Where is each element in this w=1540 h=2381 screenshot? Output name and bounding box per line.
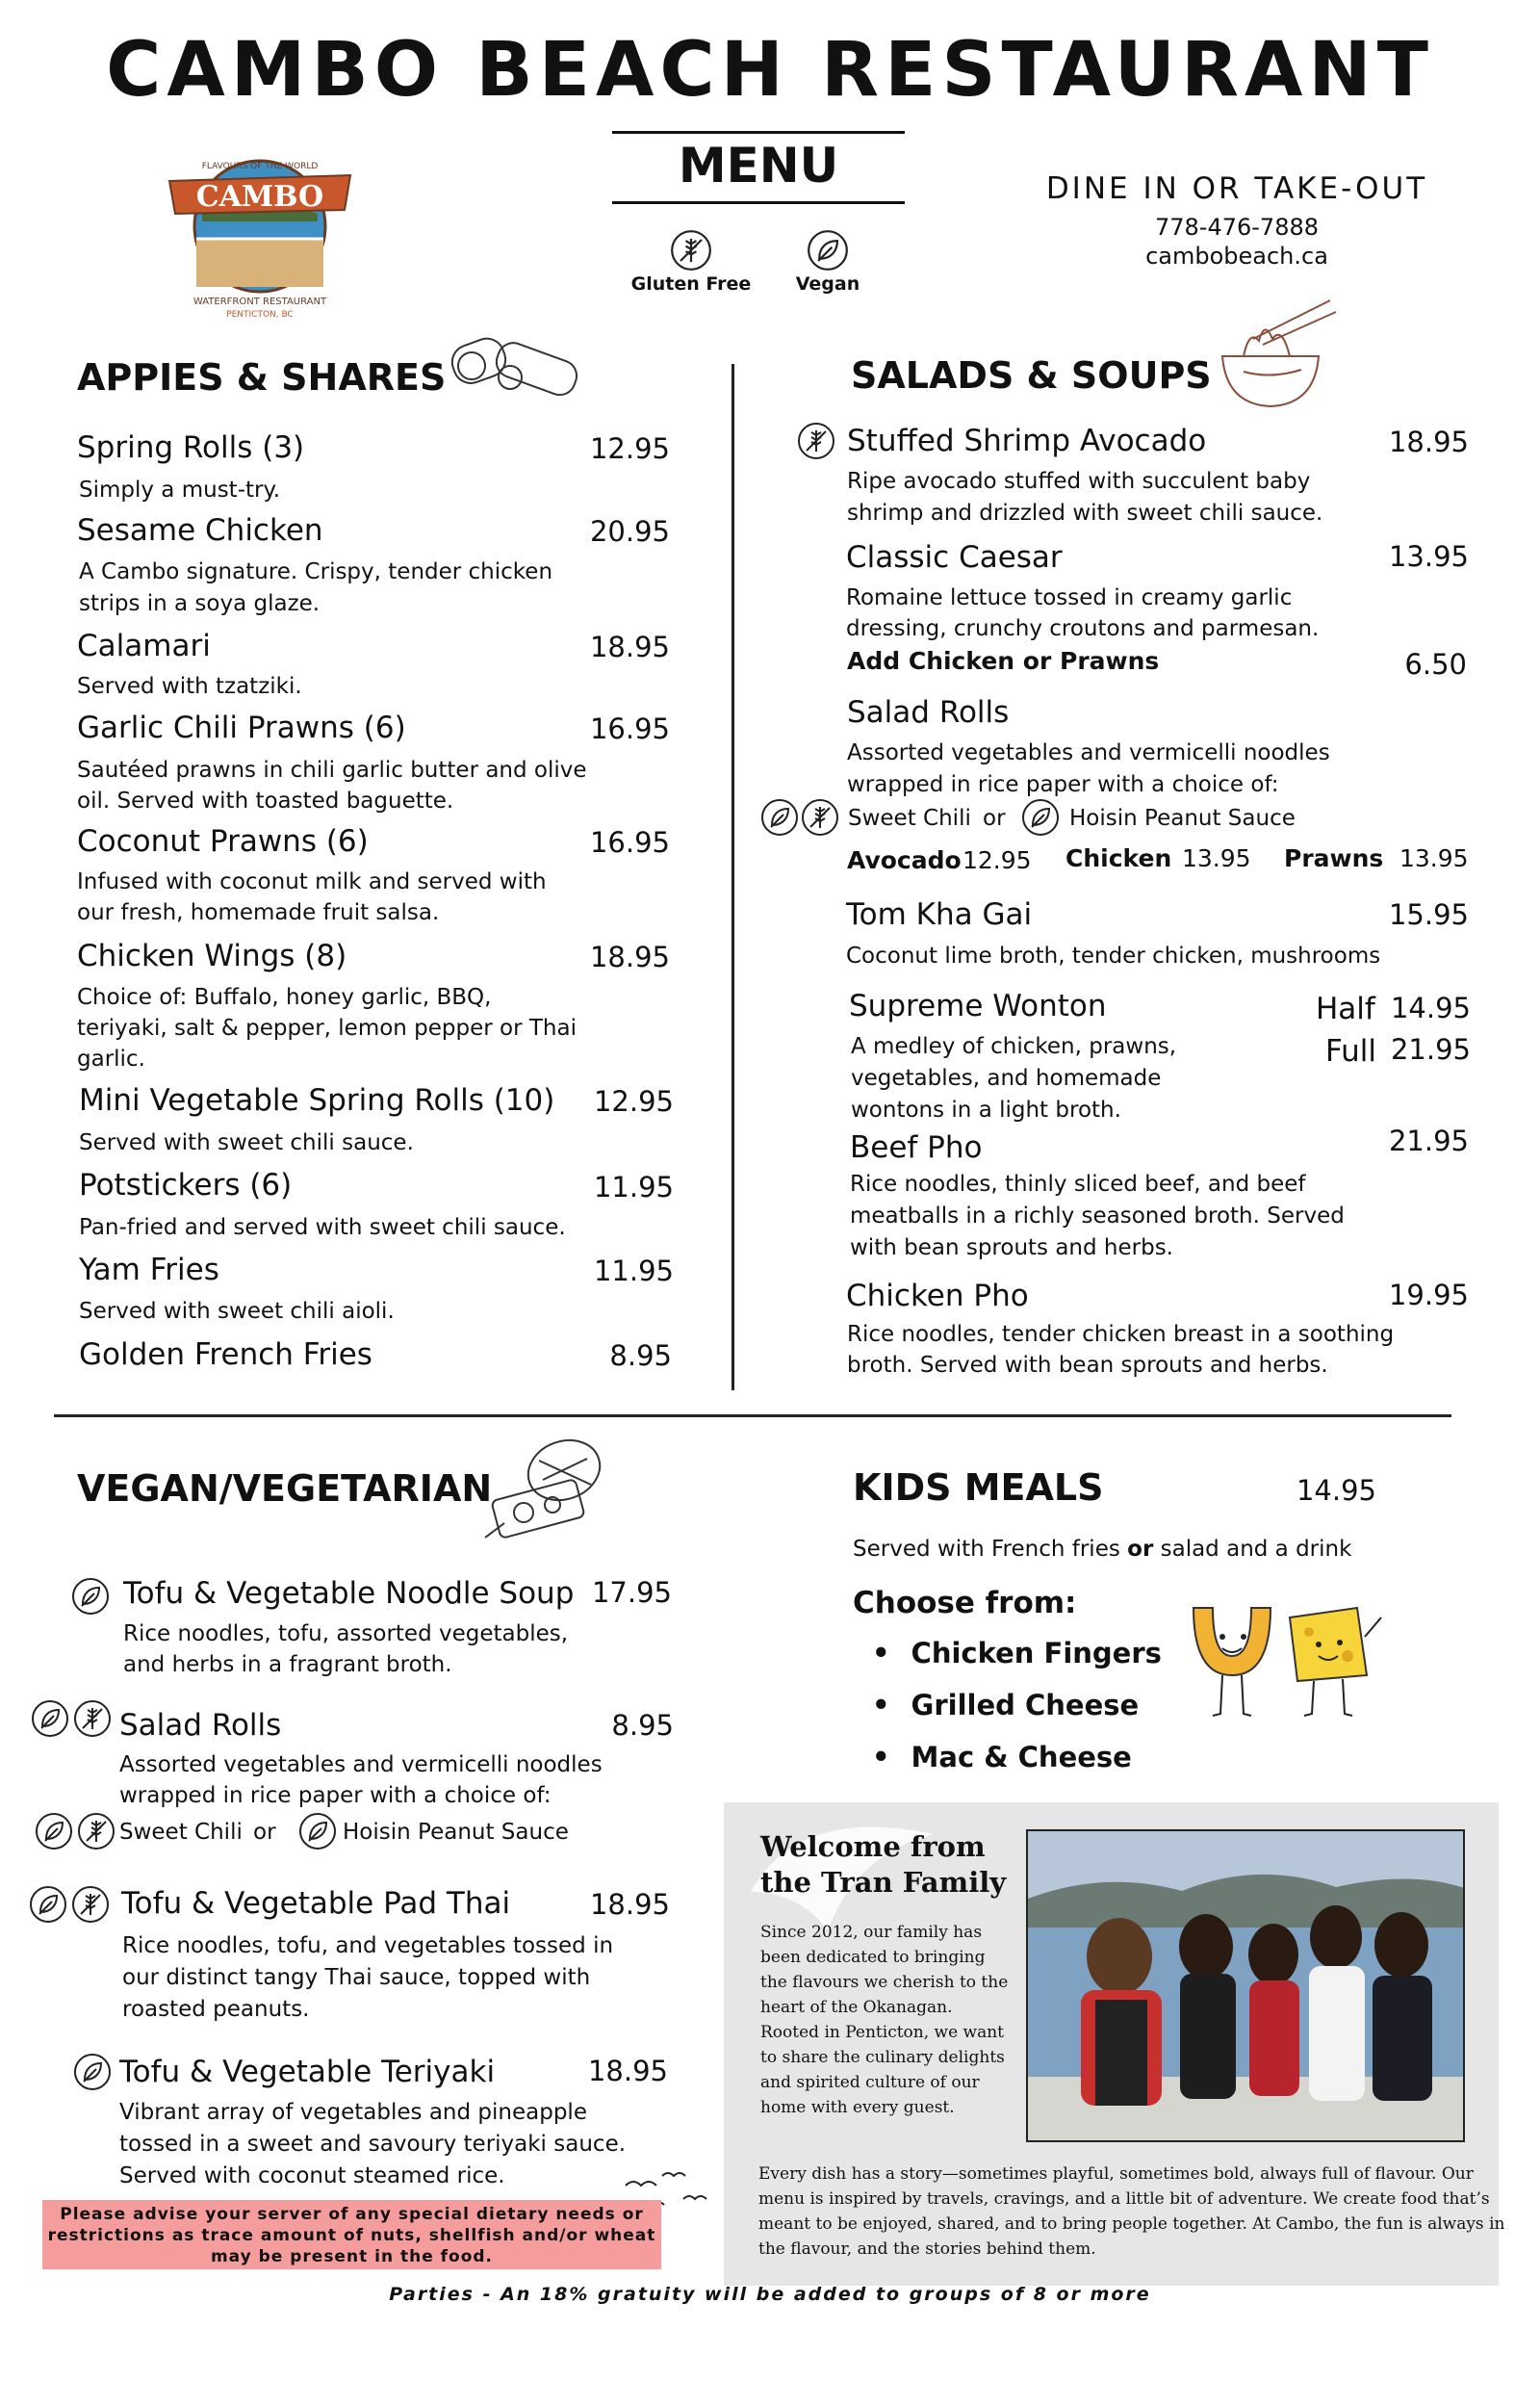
portion-price: 21.95 (1390, 1033, 1471, 1066)
welcome-body-line: heart of the Okanagan. (760, 1998, 953, 2017)
menu-item-desc: our distinct tangy Thai sauce, topped with (122, 1965, 591, 1990)
menu-item-price: 18.95 (587, 2055, 668, 2087)
menu-item-desc: shrimp and drizzled with sweet chili sauce. (847, 501, 1323, 526)
menu-item-price: 21.95 (1388, 1125, 1469, 1157)
vegan-icon (760, 798, 799, 841)
menu-item-desc: teriyaki, salt & pepper, lemon pepper or Thai (77, 1016, 577, 1041)
gluten-free-legend-icon (670, 229, 712, 275)
menu-item-desc: Vibrant array of vegetables and pineapple (119, 2100, 587, 2125)
menu-item-desc: and herbs in a fragrant broth. (123, 1652, 452, 1677)
or-label: or (983, 806, 1006, 831)
menu-item-price: 18.95 (589, 1888, 670, 1921)
menu-item-name: Coconut Prawns (6) (77, 824, 369, 859)
food-plate-sketch-icon (475, 1432, 620, 1551)
welcome-body-line: Rooted in Penticton, we want (760, 2023, 1005, 2042)
menu-item-desc: A medley of chicken, prawns, (851, 1034, 1177, 1059)
menu-item-desc: vegetables, and homemade (851, 1066, 1162, 1091)
menu-item-name: Classic Caesar (846, 540, 1063, 575)
menu-item-desc: Ripe avocado stuffed with succulent baby (847, 469, 1311, 494)
welcome-title (760, 1829, 1006, 1901)
notice-line: may be present in the food. (210, 2247, 494, 2266)
gluten-free-icon (797, 422, 835, 464)
menu-item-price: 20.95 (589, 515, 670, 548)
menu-item-desc: Assorted vegetables and vermicelli noodles (119, 1752, 603, 1777)
dine-in-label: DINE IN OR TAKE-OUT (1045, 171, 1428, 206)
menu-item-desc: roasted peanuts. (122, 1997, 310, 2022)
menu-item-price: 18.95 (589, 631, 670, 663)
menu-item-desc: Served with sweet chili sauce. (79, 1130, 414, 1155)
menu-heading: MENU (612, 131, 905, 204)
menu-item-desc: Rice noodles, tofu, assorted vegetables, (123, 1621, 569, 1646)
dietary-notice (42, 2200, 661, 2269)
appies-heading: APPIES & SHARES (77, 356, 447, 399)
menu-item-name: Supreme Wonton (849, 989, 1107, 1023)
menu-item-desc: Served with tzatziki. (77, 674, 302, 699)
menu-item-price: 18.95 (1388, 426, 1469, 458)
column-divider (732, 364, 734, 1390)
filling-price: 12.95 (962, 846, 1032, 874)
menu-item-name: Tofu & Vegetable Noodle Soup (123, 1576, 575, 1611)
gluten-free-icon (71, 1885, 110, 1928)
menu-item-desc: dressing, crunchy croutons and parmesan. (846, 616, 1320, 641)
gratuity-footer: Parties - An 18% gratuity will be added to groups of 8 or more (389, 2284, 1151, 2305)
menu-item-name: Sesame Chicken (77, 513, 323, 548)
menu-item-price: 16.95 (589, 826, 670, 859)
filling-option: Chicken (1065, 844, 1172, 872)
phone-number: 778-476-7888 (1154, 214, 1319, 241)
kids-heading: KIDS MEALS (853, 1466, 1104, 1509)
svg-text:PENTICTON, BC: PENTICTON, BC (226, 310, 294, 318)
menu-item-name: Beef Pho (850, 1130, 983, 1165)
portion-price: 14.95 (1390, 992, 1471, 1024)
menu-item-desc: Choice of: Buffalo, honey garlic, BBQ, (77, 985, 492, 1010)
noodle-bowl-sketch-icon (1215, 291, 1340, 420)
menu-item-desc: our fresh, homemade fruit salsa. (77, 900, 440, 925)
filling-price: 13.95 (1182, 844, 1251, 872)
welcome-body-line: Since 2012, our family has (760, 1923, 983, 1942)
menu-item-desc: oil. Served with toasted baguette. (77, 789, 454, 814)
menu-item-name: Tom Kha Gai (846, 897, 1033, 932)
vegan-icon (29, 1885, 67, 1928)
welcome-title-line: the Tran Family (760, 1866, 1007, 1899)
welcome-body-line: and spirited culture of our (760, 2073, 980, 2092)
vegan-legend-icon (807, 229, 849, 275)
welcome-story-line: meant to be enjoyed, shared, and to bring people together. At Cambo, the fun is always in (758, 2214, 1505, 2234)
menu-item-name: Chicken Wings (8) (77, 939, 347, 973)
menu-item-name: Tofu & Vegetable Teriyaki (119, 2055, 496, 2089)
menu-item-price: 19.95 (1388, 1279, 1469, 1311)
vegan-icon (35, 1812, 73, 1854)
menu-item-desc: garlic. (77, 1047, 145, 1072)
macaroni-cheese-cartoon-icon (1184, 1589, 1396, 1737)
svg-text:CAMBO: CAMBO (195, 180, 324, 214)
kids-option: • Grilled Cheese (872, 1689, 1162, 1741)
gluten-free-icon (73, 1699, 112, 1742)
menu-item-price: 13.95 (1388, 540, 1469, 573)
menu-item-desc: Romaine lettuce tossed in creamy garlic (846, 585, 1293, 610)
menu-item-name: Garlic Chili Prawns (6) (77, 711, 406, 745)
menu-item-price: 11.95 (593, 1255, 674, 1287)
kids-choose-label: Choose from: (853, 1586, 1077, 1620)
menu-item-name: Golden French Fries (79, 1337, 372, 1372)
menu-item-name: Potstickers (6) (79, 1168, 293, 1203)
menu-item-desc: Coconut lime broth, tender chicken, mushrooms (846, 944, 1381, 969)
welcome-story-line: menu is inspired by travels, cravings, and a little bit of adventure. We create food that’s (758, 2189, 1490, 2209)
menu-item-desc: Assorted vegetables and vermicelli noodles (847, 740, 1330, 765)
menu-item-desc: Served with coconut steamed rice. (119, 2163, 505, 2188)
menu-item-price: 8.95 (609, 1339, 672, 1372)
welcome-body-line: been dedicated to bringing (760, 1948, 986, 1967)
menu-item-desc: Rice noodles, tender chicken breast in a soothing (847, 1322, 1395, 1347)
menu-item-desc: wrapped in rice paper with a choice of: (847, 772, 1279, 797)
website: cambobeach.ca (1145, 243, 1328, 270)
kids-option: • Mac & Cheese (872, 1741, 1162, 1793)
vegan-icon (1021, 798, 1060, 841)
kids-served-with (853, 1534, 1351, 1566)
vegan-icon (73, 2053, 112, 2095)
notice-line: Please advise your server of any special dietary needs or (60, 2205, 644, 2224)
welcome-body-line: to share the culinary delights (760, 2048, 1005, 2067)
notice-line: restrictions as trace amount of nuts, shellfish and/or wheat (47, 2226, 656, 2245)
gluten-free-icon (77, 1812, 116, 1854)
kids-options-list (872, 1637, 1162, 1793)
menu-item-price: 15.95 (1388, 898, 1469, 931)
filling-price: 13.95 (1399, 844, 1469, 872)
portion-label: Half (1316, 992, 1375, 1026)
menu-item-desc: Rice noodles, thinly sliced beef, and beef (850, 1172, 1306, 1197)
vegan-icon (298, 1812, 337, 1854)
vegan-heading: VEGAN/VEGETARIAN (77, 1467, 493, 1510)
vegan-legend-label: Vegan (795, 273, 860, 295)
menu-item-name: Mini Vegetable Spring Rolls (10) (79, 1083, 555, 1118)
menu-item-name: Stuffed Shrimp Avocado (847, 424, 1207, 458)
section-divider (54, 1414, 1451, 1417)
welcome-body-line: the flavours we cherish to the (760, 1973, 1009, 1992)
sauce-option: Hoisin Peanut Sauce (1069, 806, 1296, 831)
welcome-title-line: Welcome from (760, 1830, 986, 1863)
menu-item-name: Salad Rolls (847, 695, 1010, 730)
welcome-body-line: home with every guest. (760, 2098, 955, 2117)
menu-item-name: Salad Rolls (119, 1708, 282, 1743)
welcome-story-line: the flavour, and the stories behind them. (758, 2239, 1096, 2259)
spring-roll-sketch-icon (443, 327, 587, 418)
gluten-free-icon (801, 798, 839, 841)
menu-item-name: Tofu & Vegetable Pad Thai (121, 1886, 511, 1921)
menu-item-price: 12.95 (589, 432, 670, 465)
menu-item-desc: strips in a soya glaze. (79, 591, 321, 616)
menu-item-desc: with bean sprouts and herbs. (850, 1235, 1173, 1260)
addon-label: Add Chicken or Prawns (847, 647, 1160, 675)
filling-option: Avocado (847, 846, 962, 874)
menu-item-desc: Pan-fried and served with sweet chili sauce. (79, 1215, 566, 1240)
kids-served-or: or (1127, 1537, 1154, 1562)
addon-price: 6.50 (1404, 648, 1467, 681)
sauce-option: Hoisin Peanut Sauce (343, 1820, 569, 1845)
menu-item-name: Chicken Pho (846, 1279, 1029, 1313)
menu-item-desc: tossed in a sweet and savoury teriyaki sauce. (119, 2132, 627, 2157)
salads-heading: SALADS & SOUPS (851, 354, 1212, 397)
family-photo (1026, 1829, 1465, 2142)
welcome-body (760, 1920, 1008, 2120)
welcome-story (758, 2161, 1504, 2262)
kids-served-a: Served with French fries (853, 1537, 1120, 1562)
menu-item-price: 11.95 (593, 1171, 674, 1203)
restaurant-logo (164, 125, 356, 318)
menu-item-desc: A Cambo signature. Crispy, tender chicken (79, 559, 553, 584)
gluten-free-legend-label: Gluten Free (630, 273, 752, 295)
menu-item-desc: wontons in a light broth. (851, 1098, 1121, 1123)
vegan-icon (31, 1699, 69, 1742)
sauce-option: Sweet Chili (119, 1820, 243, 1845)
menu-item-desc: broth. Served with bean sprouts and herbs. (847, 1353, 1328, 1378)
menu-item-desc: Simply a must-try. (79, 478, 281, 503)
menu-item-desc: wrapped in rice paper with a choice of: (119, 1783, 552, 1808)
menu-item-name: Yam Fries (79, 1253, 219, 1287)
menu-item-price: 18.95 (589, 941, 670, 973)
kids-price: 14.95 (1296, 1474, 1376, 1507)
menu-item-desc: Served with sweet chili aioli. (79, 1299, 395, 1324)
menu-item-price: 8.95 (611, 1709, 674, 1742)
sauce-option: Sweet Chili (848, 806, 971, 831)
menu-item-desc: meatballs in a richly seasoned broth. Served (850, 1203, 1345, 1229)
svg-text:WATERFRONT RESTAURANT: WATERFRONT RESTAURANT (192, 297, 327, 307)
menu-item-name: Calamari (77, 629, 211, 663)
menu-item-desc: Infused with coconut milk and served with (77, 869, 547, 894)
page-title: CAMBO BEACH RESTAURANT (106, 27, 1434, 114)
or-label: or (253, 1820, 276, 1845)
vegan-icon (71, 1577, 110, 1619)
menu-item-price: 12.95 (593, 1085, 674, 1118)
portion-label: Full (1325, 1034, 1377, 1069)
menu-item-name: Spring Rolls (3) (77, 430, 305, 465)
welcome-story-line: Every dish has a story—sometimes playful, sometimes bold, always full of flavour. Our (758, 2164, 1474, 2184)
menu-item-desc: Sautéed prawns in chili garlic butter and olive (77, 758, 587, 783)
kids-served-b: salad and a drink (1160, 1537, 1352, 1562)
filling-option: Prawns (1284, 844, 1384, 872)
menu-item-price: 17.95 (591, 1576, 672, 1609)
menu-item-price: 16.95 (589, 712, 670, 745)
kids-option: • Chicken Fingers (872, 1637, 1162, 1689)
svg-text:FLAVOURS OF THE WORLD: FLAVOURS OF THE WORLD (201, 162, 319, 171)
menu-item-desc: Rice noodles, tofu, and vegetables tossed in (122, 1933, 614, 1958)
